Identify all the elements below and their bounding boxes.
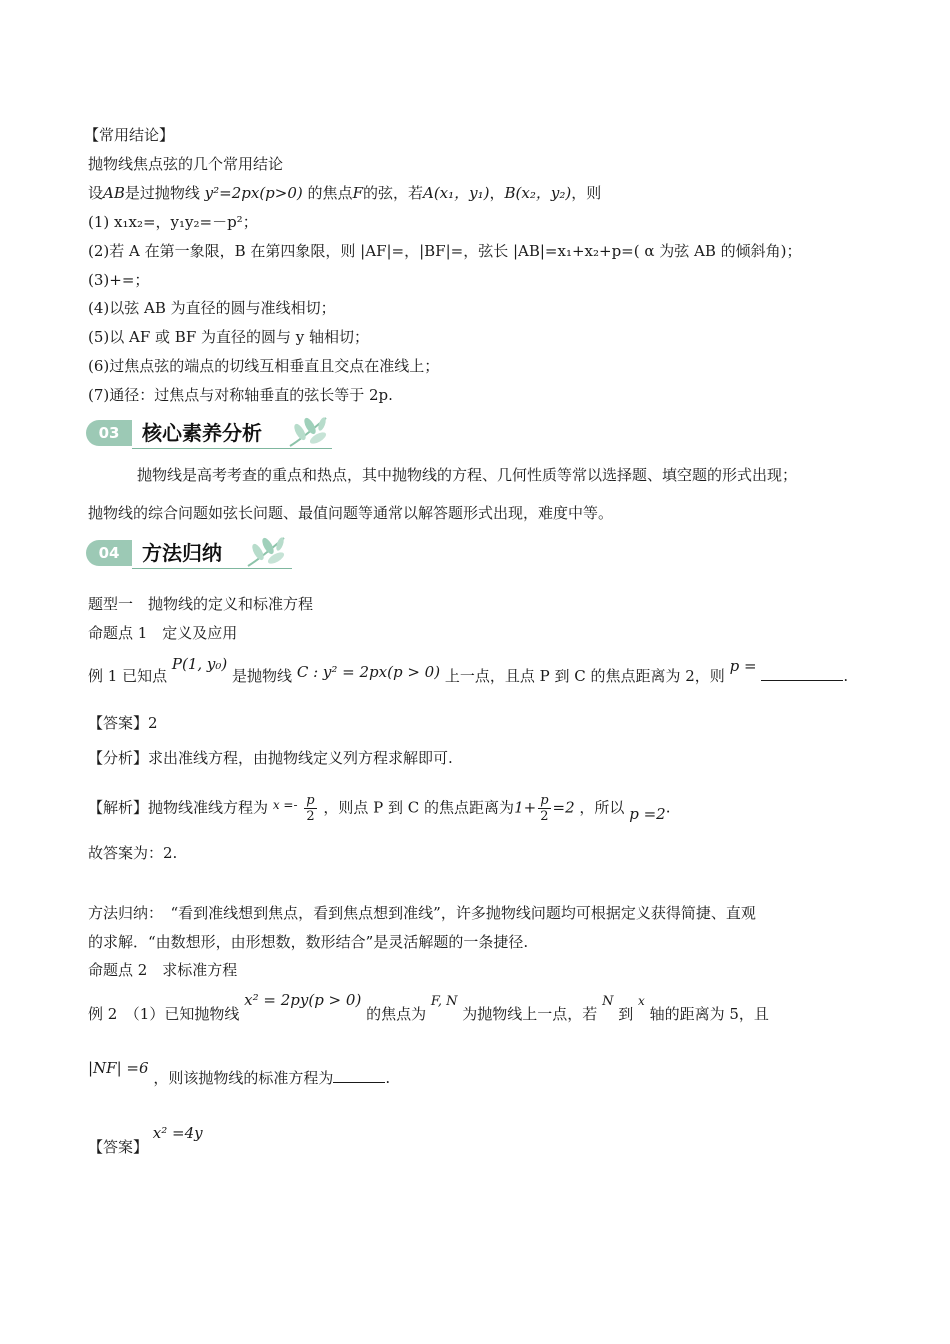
conclusion-item-6: (6)过焦点弦的端点的切线互相垂直且交点在准线上； [88, 357, 440, 375]
analysis-1: 【分析】求出准线方程，由抛物线定义列方程求解即可. [88, 749, 453, 767]
leaf-icon [244, 534, 290, 570]
method-summary-line-1: 方法归纳： “看到准线想到焦点，看到焦点想到准线”，许多抛物线问题均可根据定义获得简捷、直观 [88, 904, 756, 922]
conclusion-item-5: (5)以 AF 或 BF 为直径的圆与 y 轴相切； [88, 328, 370, 346]
section-banner-03 [86, 418, 336, 448]
answer-blank[interactable] [761, 666, 843, 681]
problem-type-1: 题型一 抛物线的定义和标准方程 [88, 595, 314, 613]
proposition-point-1: 命题点 1 定义及应用 [88, 624, 238, 642]
proposition-point-2: 命题点 2 求标准方程 [88, 961, 238, 979]
final-answer-1: 故答案为：2. [88, 844, 178, 862]
conclusions-subtitle: 抛物线焦点弦的几个常用结论 [88, 155, 284, 173]
section-number-badge: 04 [86, 540, 132, 566]
conclusion-item-7: (7)通径：过焦点与对称轴垂直的弦长等于 2p. [88, 386, 393, 404]
example-2-continued: |NF| =6 ，则该抛物线的标准方程为 . [88, 1059, 391, 1087]
section-title: 核心素养分析 [142, 421, 262, 445]
example-2: 例 2 （1）已知抛物线 x² = 2py(p > 0) 的焦点为 F, N 为抛物线上一点，若 N 到 $^x$ 轴的距离为 5，且 [88, 991, 769, 1023]
fraction-p-over-2: $\frac{p}{2}$ [540, 793, 549, 824]
section-banner-04 [86, 538, 296, 568]
conclusion-item-1: (1) x₁x₂=，y₁y₂=－p²； [88, 213, 258, 231]
conclusion-item-2: (2)若 A 在第一象限，B 在第四象限，则 |AF|=，|BF|=，弦长 |AB|=x₁+x₂+p=( α 为弦 AB 的倾斜角)； [88, 242, 802, 260]
answer-blank[interactable] [333, 1068, 385, 1083]
answer-2: 【答案】 x² =4y [88, 1124, 203, 1156]
method-summary-line-2: 的求解．“由数想形，由形想数，数形结合”是灵活解题的一条捷径. [88, 933, 529, 951]
section-title: 方法归纳 [142, 541, 222, 565]
conclusion-item-4: (4)以弦 AB 为直径的圆与准线相切； [88, 299, 336, 317]
leaf-icon [286, 414, 332, 450]
answer-1: 【答案】2 [88, 714, 158, 732]
conclusion-item-3: (3)+=； [88, 271, 150, 289]
section-number-badge: 03 [86, 420, 132, 446]
solution-1: 【解析】抛物线准线方程为 $^{x =-}$ $\frac{p}{2}$ ，则点 P 到 C 的焦点距离为1+ $\frac{p}{2}$ =2 ，所以 p =2. [88, 793, 671, 824]
conclusions-intro: 设AB是过抛物线 y²=2px(p>0) 的焦点F的弦，若A(x₁，y₁)，B(x₂，y₂)，则 [88, 184, 602, 202]
example-1: 例 1 已知点 P(1, y₀) 是抛物线 C : y² = 2px(p > 0) 上一点，且点 P 到 C 的焦点距离为 2，则 p = . [88, 655, 849, 685]
analysis-paragraph-line-2: 抛物线的综合问题如弦长问题、最值问题等通常以解答题形式出现，难度中等。 [88, 504, 614, 522]
conclusions-heading: 【常用结论】 [84, 126, 175, 144]
fraction-p-over-2: $\frac{p}{2}$ [306, 793, 315, 824]
analysis-paragraph-line-1: 抛物线是高考考查的重点和热点，其中抛物线的方程、几何性质等常以选择题、填空题的形式出现； [137, 466, 798, 484]
